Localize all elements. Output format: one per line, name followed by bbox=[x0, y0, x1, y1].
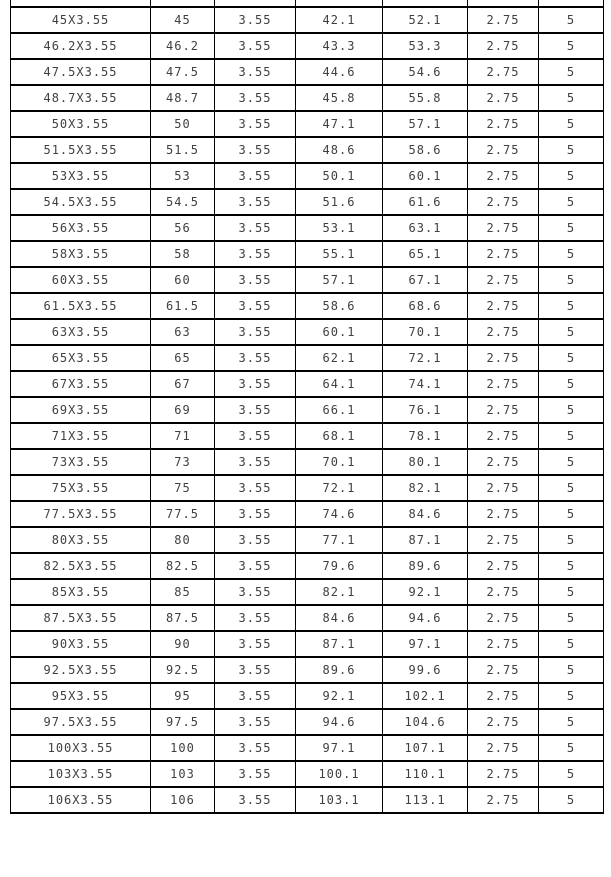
table-cell: 48.7 bbox=[151, 85, 215, 111]
table-row bbox=[11, 59, 604, 85]
table-cell: 80 bbox=[151, 527, 215, 553]
table-cell: 2.75 bbox=[468, 137, 539, 163]
table-cell: 51.6 bbox=[296, 189, 383, 215]
table-row bbox=[11, 397, 604, 423]
table-cell: 75X3.55 bbox=[11, 475, 151, 501]
table-cell: 3.55 bbox=[215, 85, 296, 111]
table-cell: 82.5 bbox=[151, 553, 215, 579]
table-cell: 92.5 bbox=[151, 657, 215, 683]
table-row bbox=[11, 111, 604, 137]
table-cell: 2.75 bbox=[468, 605, 539, 631]
table-cell: 68.6 bbox=[383, 293, 468, 319]
table-cell: 2.75 bbox=[468, 527, 539, 553]
table-row bbox=[11, 501, 604, 527]
table-row bbox=[11, 605, 604, 631]
table-row bbox=[11, 735, 604, 761]
table-cell: 67 bbox=[151, 371, 215, 397]
table-cell: 58X3.55 bbox=[11, 241, 151, 267]
table-cell: 84.6 bbox=[383, 501, 468, 527]
table-cell: 3.55 bbox=[215, 683, 296, 709]
table-cell: 2.75 bbox=[468, 85, 539, 111]
table-cell: 65 bbox=[151, 345, 215, 371]
table-cell: 95X3.55 bbox=[11, 683, 151, 709]
table-cell: 87.5 bbox=[151, 605, 215, 631]
table-cell: 58 bbox=[151, 241, 215, 267]
table-row bbox=[11, 189, 604, 215]
table-cell: 89.6 bbox=[383, 553, 468, 579]
table-cell: 5 bbox=[539, 345, 604, 371]
table-cell: 94.6 bbox=[383, 605, 468, 631]
table-cell: 2.75 bbox=[468, 449, 539, 475]
table-cell: 3.55 bbox=[215, 397, 296, 423]
table-cell: 5 bbox=[539, 657, 604, 683]
table-cell: 2.75 bbox=[468, 215, 539, 241]
table-row bbox=[11, 579, 604, 605]
table-row bbox=[11, 475, 604, 501]
table-cell: 2.75 bbox=[468, 319, 539, 345]
table-cell: 3.55 bbox=[215, 605, 296, 631]
table-cell: 92.1 bbox=[383, 579, 468, 605]
table-cell: 97.1 bbox=[383, 631, 468, 657]
table-cell: 2.75 bbox=[468, 735, 539, 761]
table-row bbox=[11, 527, 604, 553]
table-cell: 77.5X3.55 bbox=[11, 501, 151, 527]
table-cell: 89.6 bbox=[296, 657, 383, 683]
table-cell: 2.75 bbox=[468, 397, 539, 423]
table-row bbox=[11, 657, 604, 683]
table-cell: 61.5X3.55 bbox=[11, 293, 151, 319]
table-cell: 106 bbox=[151, 787, 215, 813]
table-row bbox=[11, 631, 604, 657]
table-cell: 3.55 bbox=[215, 59, 296, 85]
table-cell: 5 bbox=[539, 761, 604, 787]
table-cell: 3.55 bbox=[215, 319, 296, 345]
table-cell: 2.75 bbox=[468, 33, 539, 59]
table-cell: 85 bbox=[151, 579, 215, 605]
table-cell: 71X3.55 bbox=[11, 423, 151, 449]
size-table bbox=[10, 0, 604, 814]
table-cell: 87.5X3.55 bbox=[11, 605, 151, 631]
table-cell: 3.55 bbox=[215, 241, 296, 267]
table-cell: 55.8 bbox=[383, 85, 468, 111]
table-cell: 54.6 bbox=[383, 59, 468, 85]
table-cell: 45X3.55 bbox=[11, 7, 151, 33]
table-cell: 84.6 bbox=[296, 605, 383, 631]
table-cell: 79.6 bbox=[296, 553, 383, 579]
table-row bbox=[11, 137, 604, 163]
table-cell: 71 bbox=[151, 423, 215, 449]
table-row bbox=[11, 241, 604, 267]
table-cell: 2.75 bbox=[468, 579, 539, 605]
table-cell: 63 bbox=[151, 319, 215, 345]
table-cell bbox=[296, 0, 383, 7]
table-cell: 64.1 bbox=[296, 371, 383, 397]
table-cell: 97.1 bbox=[296, 735, 383, 761]
table-cell: 3.55 bbox=[215, 33, 296, 59]
table-cell: 53.1 bbox=[296, 215, 383, 241]
table-cell: 3.55 bbox=[215, 527, 296, 553]
table-cell: 100.1 bbox=[296, 761, 383, 787]
table-cell: 3.55 bbox=[215, 267, 296, 293]
table-cell: 47.1 bbox=[296, 111, 383, 137]
table-cell: 58.6 bbox=[383, 137, 468, 163]
table-cell: 2.75 bbox=[468, 345, 539, 371]
table-cell: 5 bbox=[539, 579, 604, 605]
table-cell: 62.1 bbox=[296, 345, 383, 371]
table-cell: 70.1 bbox=[296, 449, 383, 475]
table-cell: 69X3.55 bbox=[11, 397, 151, 423]
table-cell: 73 bbox=[151, 449, 215, 475]
table-cell: 102.1 bbox=[383, 683, 468, 709]
table-cell: 2.75 bbox=[468, 787, 539, 813]
table-cell: 5 bbox=[539, 449, 604, 475]
table-cell: 99.6 bbox=[383, 657, 468, 683]
table-row bbox=[11, 319, 604, 345]
table-cell: 5 bbox=[539, 631, 604, 657]
table-cell: 57.1 bbox=[296, 267, 383, 293]
table-row bbox=[11, 7, 604, 33]
table-cell: 3.55 bbox=[215, 215, 296, 241]
table-cell: 5 bbox=[539, 267, 604, 293]
table-cell bbox=[11, 0, 151, 7]
size-table-body bbox=[11, 0, 604, 813]
table-cell: 60 bbox=[151, 267, 215, 293]
table-cell: 3.55 bbox=[215, 423, 296, 449]
table-cell: 5 bbox=[539, 787, 604, 813]
table-cell: 3.55 bbox=[215, 371, 296, 397]
table-cell: 106X3.55 bbox=[11, 787, 151, 813]
table-cell: 5 bbox=[539, 189, 604, 215]
table-cell: 3.55 bbox=[215, 7, 296, 33]
table-cell: 107.1 bbox=[383, 735, 468, 761]
table-cell: 50.1 bbox=[296, 163, 383, 189]
table-cell bbox=[215, 0, 296, 7]
table-cell: 72.1 bbox=[383, 345, 468, 371]
table-cell: 5 bbox=[539, 527, 604, 553]
table-cell: 73X3.55 bbox=[11, 449, 151, 475]
table-cell: 2.75 bbox=[468, 475, 539, 501]
table-row bbox=[11, 345, 604, 371]
table-cell: 5 bbox=[539, 33, 604, 59]
table-cell: 74.6 bbox=[296, 501, 383, 527]
table-cell: 2.75 bbox=[468, 111, 539, 137]
table-cell: 55.1 bbox=[296, 241, 383, 267]
table-cell: 48.6 bbox=[296, 137, 383, 163]
table-row bbox=[11, 423, 604, 449]
table-cell: 92.5X3.55 bbox=[11, 657, 151, 683]
table-row bbox=[11, 449, 604, 475]
table-cell: 2.75 bbox=[468, 709, 539, 735]
table-cell: 3.55 bbox=[215, 163, 296, 189]
table-cell: 3.55 bbox=[215, 761, 296, 787]
table-cell: 3.55 bbox=[215, 579, 296, 605]
table-cell: 65X3.55 bbox=[11, 345, 151, 371]
table-cell bbox=[468, 0, 539, 7]
table-cell: 90 bbox=[151, 631, 215, 657]
table-row bbox=[11, 215, 604, 241]
table-cell: 5 bbox=[539, 371, 604, 397]
table-cell: 48.7X3.55 bbox=[11, 85, 151, 111]
table-cell: 5 bbox=[539, 215, 604, 241]
table-cell: 56X3.55 bbox=[11, 215, 151, 241]
table-cell: 2.75 bbox=[468, 631, 539, 657]
table-cell: 61.6 bbox=[383, 189, 468, 215]
table-cell: 3.55 bbox=[215, 345, 296, 371]
table-cell: 42.1 bbox=[296, 7, 383, 33]
table-cell: 60.1 bbox=[383, 163, 468, 189]
table-cell: 92.1 bbox=[296, 683, 383, 709]
table-cell: 47.5 bbox=[151, 59, 215, 85]
table-cell: 3.55 bbox=[215, 709, 296, 735]
table-cell: 5 bbox=[539, 683, 604, 709]
table-cell: 113.1 bbox=[383, 787, 468, 813]
table-cell: 2.75 bbox=[468, 761, 539, 787]
table-cell: 2.75 bbox=[468, 189, 539, 215]
table-cell: 2.75 bbox=[468, 267, 539, 293]
table-cell: 95 bbox=[151, 683, 215, 709]
table-row bbox=[11, 787, 604, 813]
table-row bbox=[11, 163, 604, 189]
table-cell: 100X3.55 bbox=[11, 735, 151, 761]
table-cell: 2.75 bbox=[468, 657, 539, 683]
table-row bbox=[11, 33, 604, 59]
table-cell: 104.6 bbox=[383, 709, 468, 735]
table-cell bbox=[383, 0, 468, 7]
table-cell: 56 bbox=[151, 215, 215, 241]
table-cell: 103 bbox=[151, 761, 215, 787]
table-cell: 85X3.55 bbox=[11, 579, 151, 605]
table-cell: 5 bbox=[539, 397, 604, 423]
table-cell: 46.2X3.55 bbox=[11, 33, 151, 59]
table-cell: 94.6 bbox=[296, 709, 383, 735]
table-cell: 68.1 bbox=[296, 423, 383, 449]
table-cell: 50 bbox=[151, 111, 215, 137]
table-cell: 5 bbox=[539, 111, 604, 137]
table-cell: 5 bbox=[539, 605, 604, 631]
table-cell: 3.55 bbox=[215, 189, 296, 215]
table-cell: 5 bbox=[539, 423, 604, 449]
table-cell: 3.55 bbox=[215, 735, 296, 761]
table-cell: 80X3.55 bbox=[11, 527, 151, 553]
table-cell: 67X3.55 bbox=[11, 371, 151, 397]
table-cell: 2.75 bbox=[468, 293, 539, 319]
table-cell: 103X3.55 bbox=[11, 761, 151, 787]
table-row bbox=[11, 267, 604, 293]
table-cell: 78.1 bbox=[383, 423, 468, 449]
table-cell: 82.5X3.55 bbox=[11, 553, 151, 579]
table-cell: 3.55 bbox=[215, 475, 296, 501]
table-cell: 2.75 bbox=[468, 501, 539, 527]
table-cell: 70.1 bbox=[383, 319, 468, 345]
table-cell: 3.55 bbox=[215, 787, 296, 813]
table-cell: 5 bbox=[539, 319, 604, 345]
table-row bbox=[11, 85, 604, 111]
table-cell: 54.5X3.55 bbox=[11, 189, 151, 215]
table-cell: 5 bbox=[539, 735, 604, 761]
table-row bbox=[11, 709, 604, 735]
table-cell: 3.55 bbox=[215, 553, 296, 579]
table-cell: 54.5 bbox=[151, 189, 215, 215]
table-cell: 110.1 bbox=[383, 761, 468, 787]
table-cell: 2.75 bbox=[468, 163, 539, 189]
table-cell: 60X3.55 bbox=[11, 267, 151, 293]
table-cell: 2.75 bbox=[468, 59, 539, 85]
table-cell: 5 bbox=[539, 475, 604, 501]
table-cell: 3.55 bbox=[215, 501, 296, 527]
table-cell: 3.55 bbox=[215, 657, 296, 683]
document-page bbox=[10, 0, 604, 814]
table-cell: 2.75 bbox=[468, 683, 539, 709]
table-cell: 65.1 bbox=[383, 241, 468, 267]
table-cell: 97.5 bbox=[151, 709, 215, 735]
table-row bbox=[11, 553, 604, 579]
table-cell: 5 bbox=[539, 7, 604, 33]
table-cell: 3.55 bbox=[215, 137, 296, 163]
table-cell: 74.1 bbox=[383, 371, 468, 397]
table-cell: 82.1 bbox=[383, 475, 468, 501]
table-cell: 75 bbox=[151, 475, 215, 501]
table-cell: 5 bbox=[539, 241, 604, 267]
table-cell: 63X3.55 bbox=[11, 319, 151, 345]
table-cell: 46.2 bbox=[151, 33, 215, 59]
table-cell: 61.5 bbox=[151, 293, 215, 319]
table-cell: 2.75 bbox=[468, 553, 539, 579]
table-cell: 45 bbox=[151, 7, 215, 33]
table-cell: 53X3.55 bbox=[11, 163, 151, 189]
table-cell: 77.1 bbox=[296, 527, 383, 553]
table-cell: 2.75 bbox=[468, 7, 539, 33]
table-cell: 60.1 bbox=[296, 319, 383, 345]
table-cell: 100 bbox=[151, 735, 215, 761]
table-cell: 103.1 bbox=[296, 787, 383, 813]
table-cell: 5 bbox=[539, 85, 604, 111]
table-cell: 51.5 bbox=[151, 137, 215, 163]
table-row bbox=[11, 683, 604, 709]
table-cell: 5 bbox=[539, 59, 604, 85]
clipped-top-row bbox=[11, 0, 604, 7]
table-cell: 66.1 bbox=[296, 397, 383, 423]
table-cell: 3.55 bbox=[215, 111, 296, 137]
table-cell bbox=[151, 0, 215, 7]
table-cell: 50X3.55 bbox=[11, 111, 151, 137]
table-cell: 5 bbox=[539, 137, 604, 163]
table-cell: 87.1 bbox=[296, 631, 383, 657]
table-cell: 45.8 bbox=[296, 85, 383, 111]
table-cell: 5 bbox=[539, 709, 604, 735]
table-cell: 5 bbox=[539, 293, 604, 319]
table-cell: 43.3 bbox=[296, 33, 383, 59]
table-cell: 5 bbox=[539, 163, 604, 189]
table-cell: 87.1 bbox=[383, 527, 468, 553]
table-row bbox=[11, 761, 604, 787]
table-cell: 53.3 bbox=[383, 33, 468, 59]
table-cell: 2.75 bbox=[468, 423, 539, 449]
table-cell: 53 bbox=[151, 163, 215, 189]
table-row bbox=[11, 293, 604, 319]
table-cell: 80.1 bbox=[383, 449, 468, 475]
table-cell: 2.75 bbox=[468, 371, 539, 397]
table-cell: 3.55 bbox=[215, 631, 296, 657]
table-cell: 5 bbox=[539, 501, 604, 527]
table-row bbox=[11, 371, 604, 397]
table-cell: 3.55 bbox=[215, 449, 296, 475]
table-cell: 47.5X3.55 bbox=[11, 59, 151, 85]
table-cell: 2.75 bbox=[468, 241, 539, 267]
table-cell: 67.1 bbox=[383, 267, 468, 293]
table-cell: 51.5X3.55 bbox=[11, 137, 151, 163]
table-cell: 58.6 bbox=[296, 293, 383, 319]
table-cell: 63.1 bbox=[383, 215, 468, 241]
table-cell: 90X3.55 bbox=[11, 631, 151, 657]
table-cell bbox=[539, 0, 604, 7]
table-cell: 44.6 bbox=[296, 59, 383, 85]
table-cell: 69 bbox=[151, 397, 215, 423]
table-cell: 57.1 bbox=[383, 111, 468, 137]
table-cell: 52.1 bbox=[383, 7, 468, 33]
table-cell: 3.55 bbox=[215, 293, 296, 319]
table-cell: 97.5X3.55 bbox=[11, 709, 151, 735]
table-cell: 72.1 bbox=[296, 475, 383, 501]
table-cell: 77.5 bbox=[151, 501, 215, 527]
table-cell: 82.1 bbox=[296, 579, 383, 605]
table-cell: 76.1 bbox=[383, 397, 468, 423]
table-cell: 5 bbox=[539, 553, 604, 579]
